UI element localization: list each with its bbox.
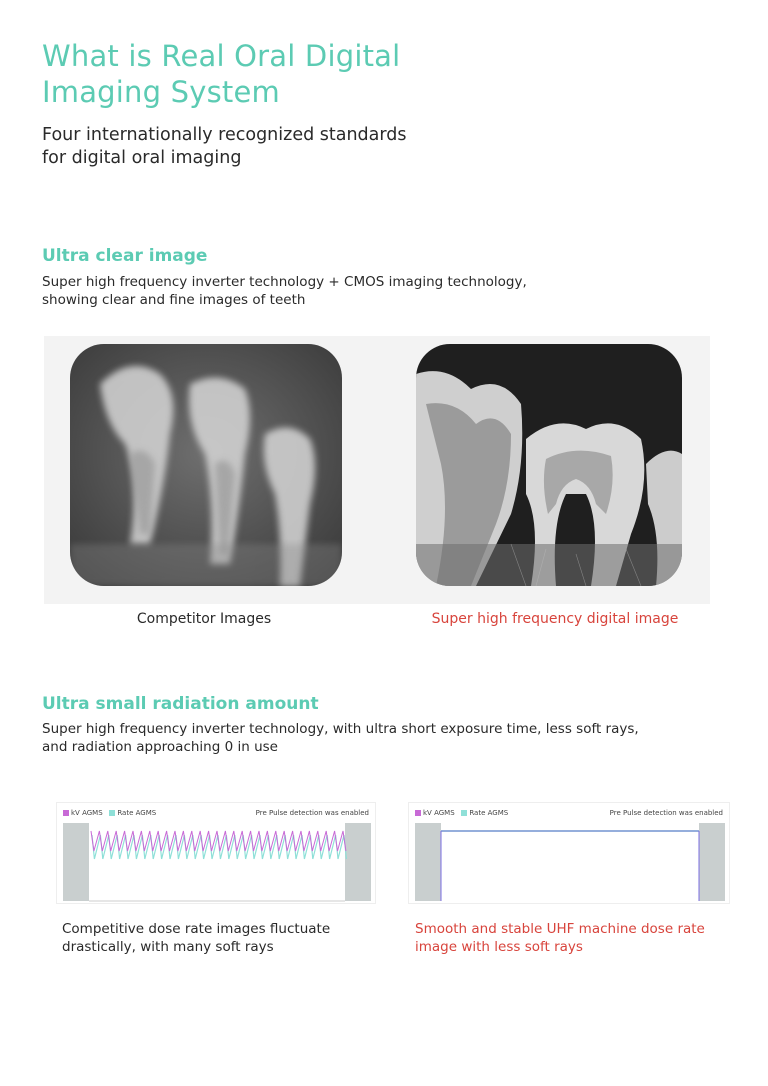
section-desc-clear-image (42, 273, 722, 309)
page-subtitle-line2: for digital oral imaging (42, 148, 242, 168)
uhf-xray-image (416, 344, 682, 586)
page-title-line2: Imaging System (42, 75, 280, 109)
caption-competitor-images: Competitor Images (136, 611, 272, 627)
caption-uhf-dose-line2: image with less soft rays (415, 939, 583, 955)
chart-left-note: Pre Pulse detection was enabled (255, 809, 369, 817)
legend-rate-label: Rate AGMS (117, 809, 157, 817)
legend-rate-swatch-right (461, 810, 467, 816)
section2-desc-line1: Super high frequency inverter technology, with ultra short exposure time, less soft rays, (42, 721, 639, 737)
page-title (42, 38, 642, 110)
legend-kv-label-right: kV AGMS (423, 809, 455, 817)
legend-rate-label-right: Rate AGMS (469, 809, 509, 817)
page-subtitle-line1: Four internationally recognized standards (42, 125, 407, 145)
competitor-xray-image (70, 344, 342, 586)
page-title-line1: What is Real Oral Digital (42, 39, 401, 73)
chart-right-legend (415, 809, 508, 817)
legend-kv-label: kV AGMS (71, 809, 103, 817)
section2-desc-line2: and radiation approaching 0 in use (42, 739, 278, 755)
chart-right-plot (409, 821, 731, 905)
section-heading-clear-image: Ultra clear image (42, 246, 208, 266)
chart-right-note: Pre Pulse detection was enabled (609, 809, 723, 817)
chart-left-legend (63, 809, 156, 817)
caption-competitor-dose-line1: Competitive dose rate images fluctuate (62, 921, 331, 937)
caption-uhf-image: Super high frequency digital image (431, 611, 679, 627)
chart-left-plot (57, 821, 377, 905)
section1-desc-line2: showing clear and fine images of teeth (42, 292, 306, 308)
legend-kv-swatch (63, 810, 69, 816)
section-heading-radiation: Ultra small radiation amount (42, 694, 319, 714)
caption-uhf-dose-line1: Smooth and stable UHF machine dose rate (415, 921, 705, 937)
competitor-dose-chart (56, 802, 376, 904)
caption-uhf-dose (415, 920, 745, 956)
caption-competitor-dose-line2: drastically, with many soft rays (62, 939, 274, 955)
xray-comparison-panel (44, 336, 710, 604)
legend-rate-swatch (109, 810, 115, 816)
uhf-dose-chart (408, 802, 730, 904)
caption-competitor-dose (62, 920, 382, 956)
section-desc-radiation (42, 720, 722, 756)
section1-desc-line1: Super high frequency inverter technology + CMOS imaging technology, (42, 274, 527, 290)
legend-kv-swatch-right (415, 810, 421, 816)
page-subtitle (42, 124, 642, 170)
